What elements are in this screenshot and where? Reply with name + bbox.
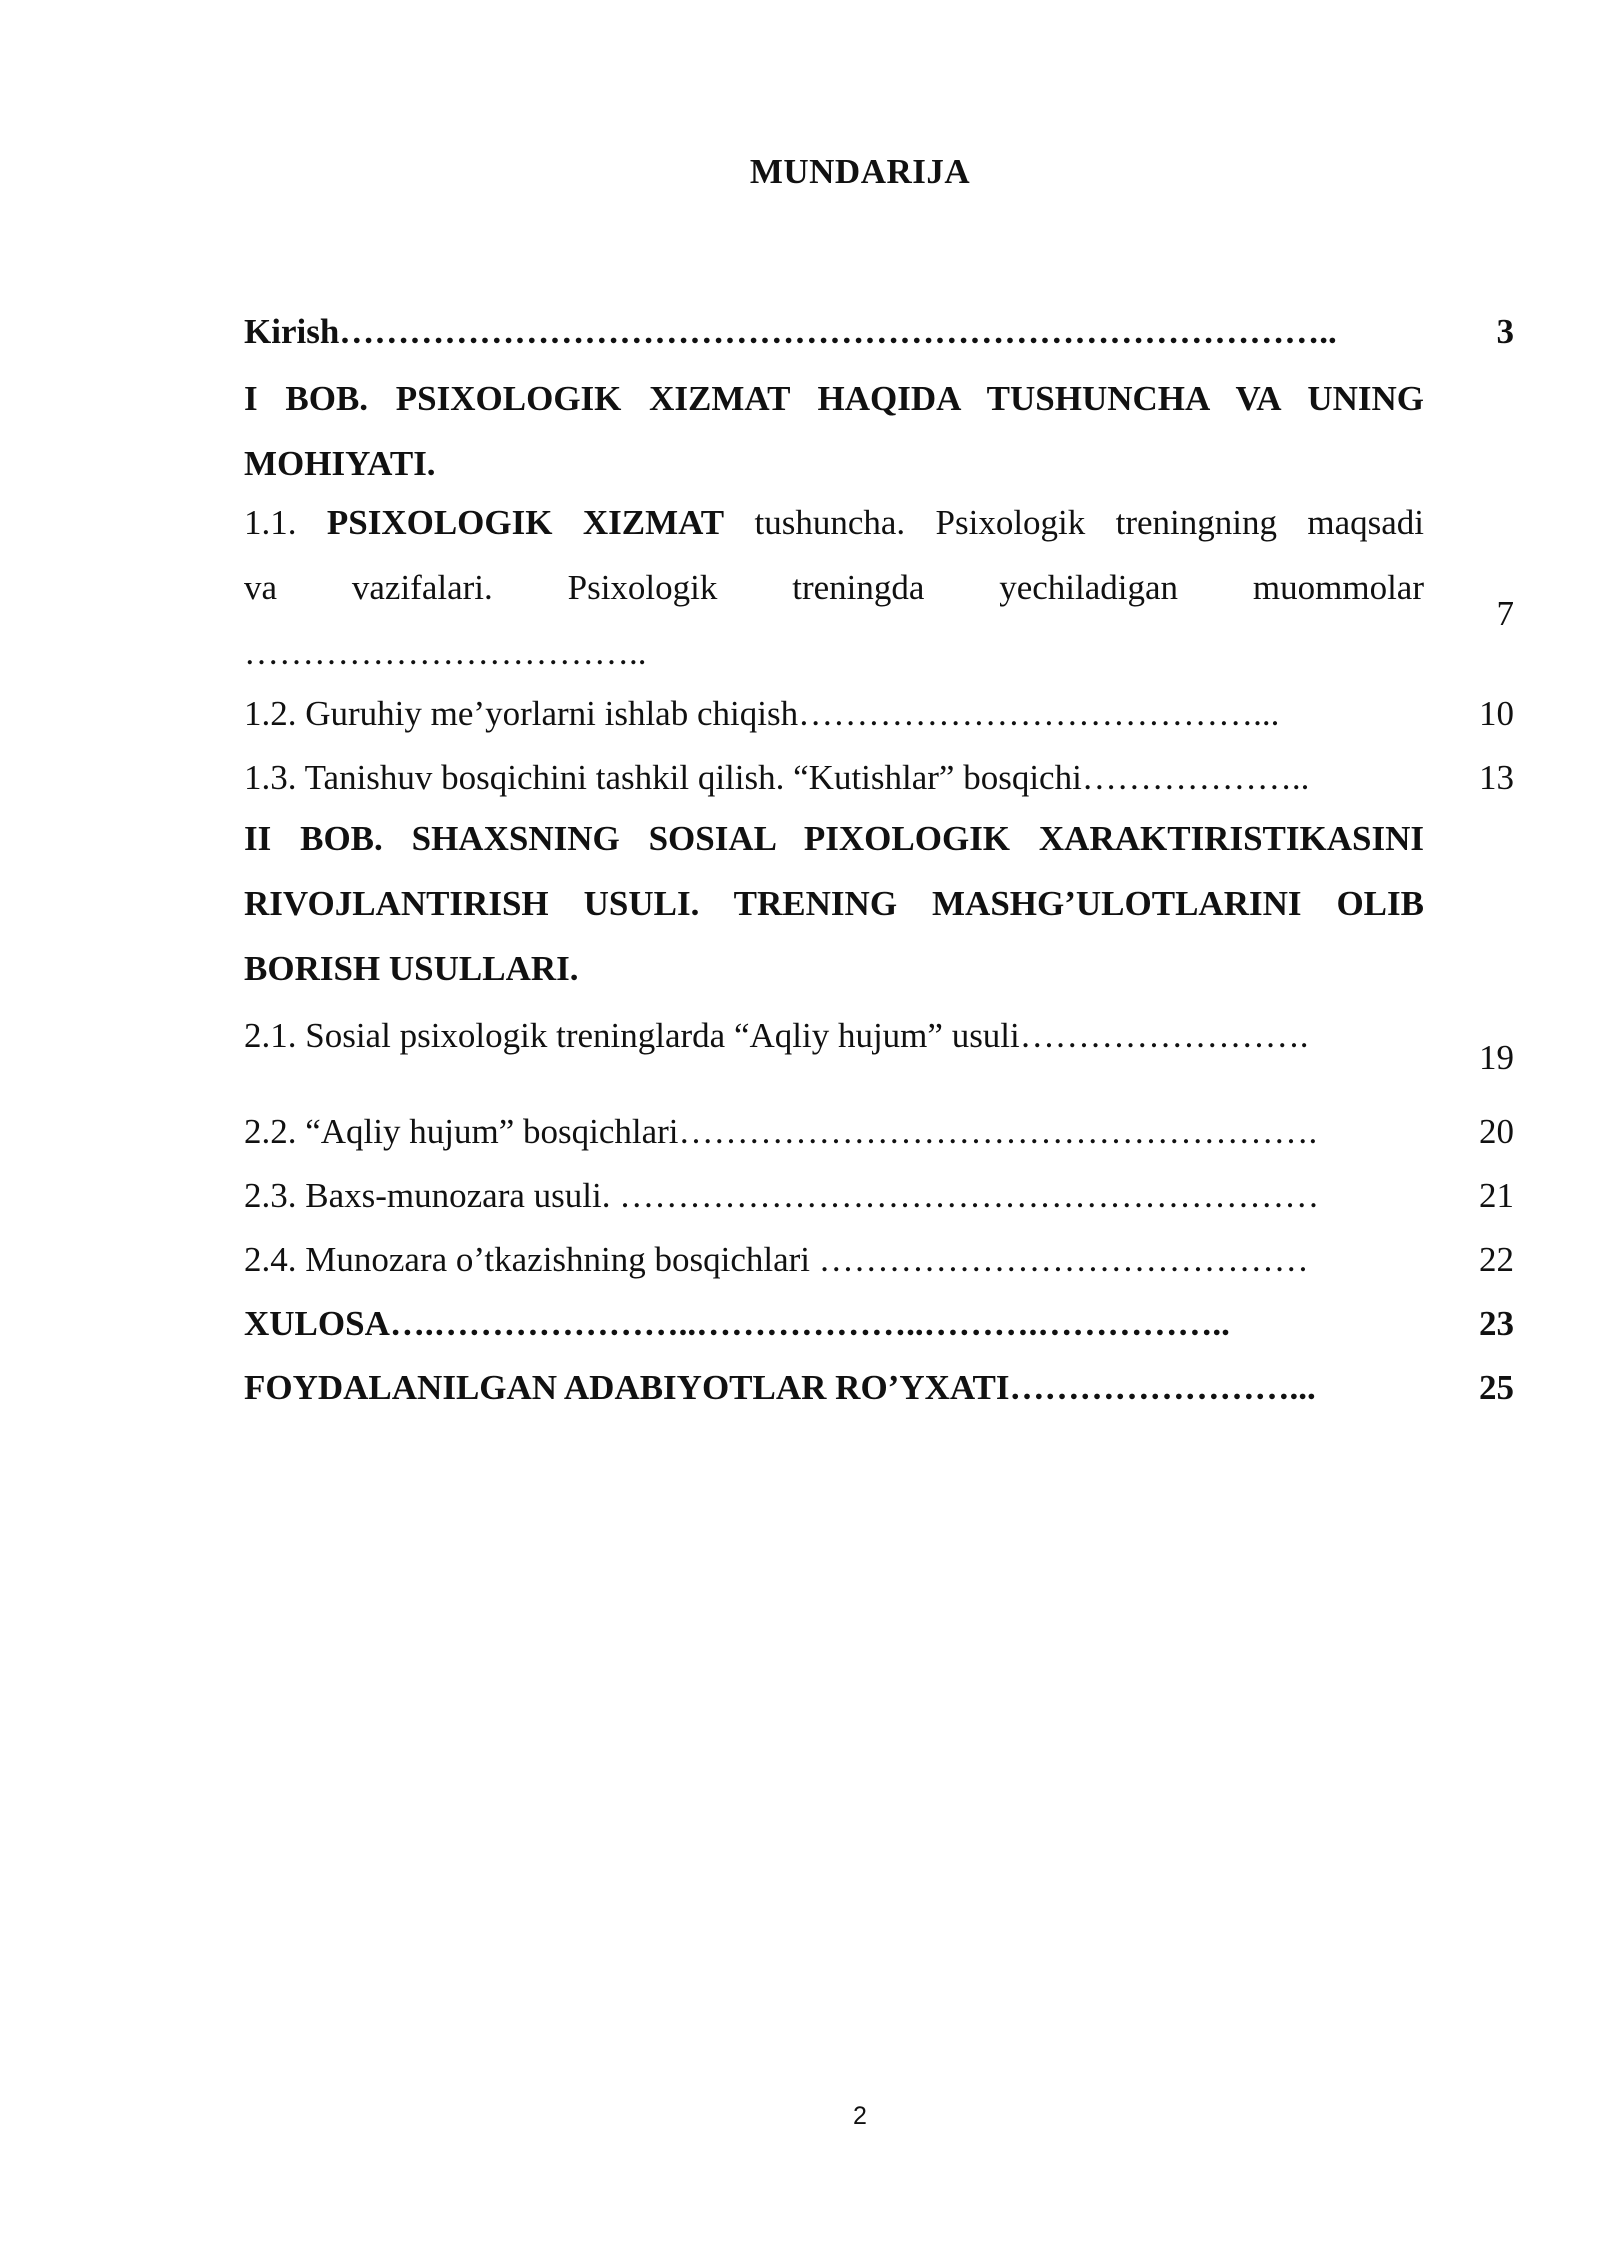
toc-leader-dots: ………………………………………………. [678, 1112, 1318, 1151]
chapter-2-heading-line-1: II BOB. SHAXSNING SOSIAL PIXOLOGIK XARAKTIRISTIKASINI [244, 819, 1424, 858]
toc-entry-2-4[interactable] [244, 1228, 1514, 1292]
toc-page-number: 21 [1479, 1176, 1514, 1215]
chapter-2-heading-line-2: RIVOJLANTIRISH USULI. TRENING MASHG’ULOTLARINI OLIB [244, 884, 1424, 923]
toc-page-number: 10 [1479, 694, 1514, 733]
chapter-2-heading-line-3: BORISH USULLARI. [244, 949, 579, 988]
toc-page-number: 13 [1479, 758, 1514, 797]
toc-1-1-bold-term: PSIXOLOGIK XIZMAT [326, 503, 725, 542]
toc-entry-intro[interactable] [244, 300, 1514, 364]
toc-leader-dots: ……………………... [1009, 1368, 1316, 1407]
toc-2-1-page-number: 19 [1479, 1038, 1514, 1077]
toc-page-number: 23 [1479, 1304, 1514, 1343]
toc-entry-conclusion[interactable] [244, 1292, 1514, 1356]
toc-entry-label: XULOSA [244, 1304, 390, 1343]
toc-leader-dots: ………………………………………………………………………….. [339, 312, 1337, 351]
toc-entry-label: 2.4. Munozara o’tkazishning bosqichlari [244, 1240, 811, 1279]
toc-page-number: 20 [1479, 1112, 1514, 1151]
toc-entry-label: 2.2. “Aqliy hujum” bosqichlari [244, 1112, 679, 1151]
page-number-footer: 2 [853, 2102, 867, 2130]
toc-chapter-2-heading[interactable] [244, 806, 1424, 1001]
toc-leader-dots: ….…………………..………………..……….…………….. [389, 1304, 1230, 1343]
toc-entry-label: 1.3. Tanishuv bosqichini tashkil qilish. “Kutishlar” bosqichi [244, 758, 1082, 797]
toc-1-1-line-2: va vazifalari. Psixologik treningda yechiladigan muommolar [244, 568, 1424, 607]
toc-entry-label: 1.2. Guruhiy me’yorlarni ishlab chiqish [244, 694, 799, 733]
chapter-1-heading-line-2: MOHIYATI. [244, 444, 436, 483]
toc-entry-2-1[interactable] [244, 1004, 1514, 1068]
toc-page-number: 22 [1479, 1240, 1514, 1279]
toc-page-number: 3 [1496, 312, 1514, 351]
toc-leader-dots: …………………………………... [798, 694, 1280, 733]
toc-entry-1-1[interactable] [244, 490, 1424, 685]
toc-1-1-line-3: …………………………….. [244, 633, 647, 672]
page-title: MUNDARIJA [749, 152, 971, 191]
toc-entry-label: 2.1. Sosial psixologik treninglarda “Aqliy hujum” usuli [244, 1016, 1020, 1055]
toc-entry-2-2[interactable] [244, 1100, 1514, 1164]
toc-leader-dots: ……………………. [1019, 1016, 1309, 1055]
chapter-1-heading-line-1: I BOB. PSIXOLOGIK XIZMAT HAQIDA TUSHUNCHA VA UNING [244, 379, 1424, 418]
toc-entry-label: 2.3. Baxs-munozara usuli. [244, 1176, 611, 1215]
toc-chapter-1-heading[interactable] [244, 366, 1424, 496]
toc-entry-2-3[interactable] [244, 1164, 1514, 1228]
toc-1-1-page-number: 7 [1496, 594, 1514, 633]
toc-entry-references[interactable] [244, 1356, 1514, 1420]
toc-entry-label: Kirish [244, 312, 340, 351]
toc-entry-1-2[interactable] [244, 682, 1514, 746]
toc-entry-label: FOYDALANILGAN ADABIYOTLAR RO’YXATI [244, 1368, 1010, 1407]
toc-leader-dots: ……………….. [1081, 758, 1310, 797]
toc-1-1-line-1 [244, 490, 1424, 555]
toc-leader-dots: …………………………………………………… [610, 1176, 1320, 1215]
toc-leader-dots: …………………………………… [810, 1240, 1309, 1279]
toc-page-number: 25 [1479, 1368, 1514, 1407]
toc-1-1-line-1-rest: tushuncha. Psixologik treningning maqsadi [754, 503, 1424, 542]
toc-1-1-number: 1.1. [244, 503, 297, 542]
toc-entry-1-3[interactable] [244, 746, 1514, 810]
